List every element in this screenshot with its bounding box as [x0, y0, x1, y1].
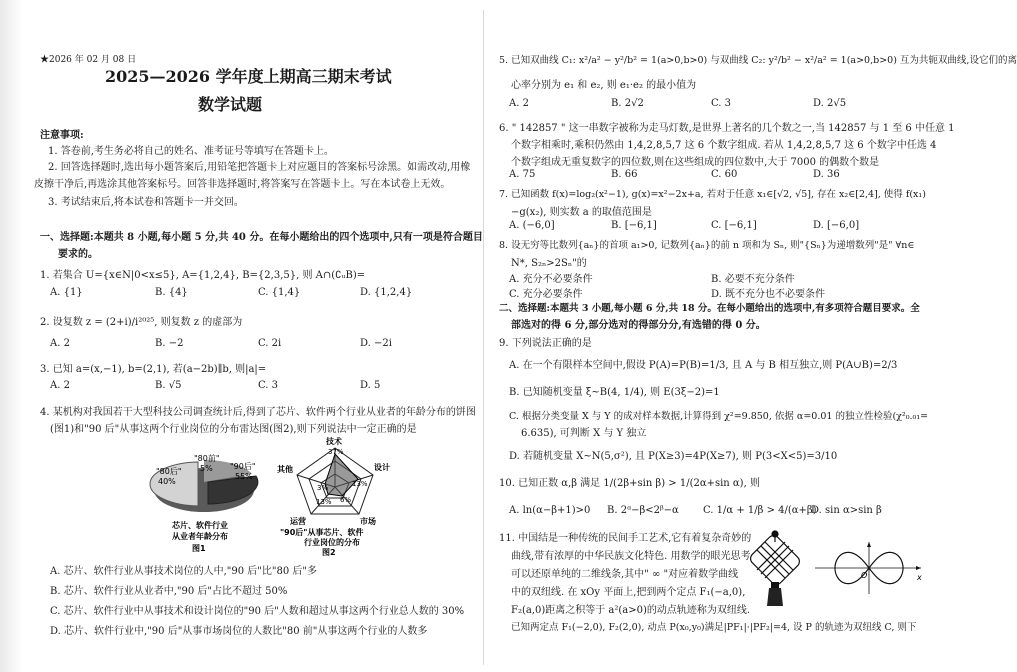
radar-label-market: 市场	[360, 517, 376, 526]
pie-fig-label: 图1	[192, 544, 206, 553]
q11-line-4: 中的双纽线. 在 xOy 平面上,把到两个定点 F₁(−a,0),	[511, 587, 746, 598]
radar-value-market: 6%	[340, 496, 352, 504]
radar-caption-2: 行业岗位的分布	[304, 538, 360, 547]
x-axis-arrow	[916, 566, 921, 570]
q5-option-d: D. 2√5	[813, 98, 847, 109]
q4-option-a: A. 芯片、软件行业从事技术岗位的人中,"90 后"比"80 后"多	[50, 566, 317, 577]
x-axis-label: x	[917, 573, 922, 582]
radar-value-ops: 13%	[316, 498, 332, 506]
radar-value-design: 13%	[352, 480, 368, 488]
pie-caption-2: 从业者年龄分布	[172, 532, 228, 541]
q1-option-a: A. {1}	[50, 287, 83, 298]
q10-stem: 10. 已知正数 α,β 满足 1/(2β+sin β) > 1/(2α+sin α), 则	[499, 478, 760, 489]
q3-option-b: B. √5	[155, 380, 182, 391]
q11-line-2: 曲线,带有浓厚的中华民族文化特色. 用数学的眼光思考	[511, 551, 751, 562]
q7-option-a: A. (−6,0]	[509, 220, 555, 231]
q1-option-b: B. {4}	[155, 287, 188, 298]
pie-value-80hou: 40%	[158, 477, 176, 486]
scan-edge	[0, 0, 22, 672]
lemniscate-graph	[813, 540, 925, 596]
q9-option-b: B. 已知随机变量 ξ~B(4, 1/4), 则 E(3ξ−2)=1	[509, 387, 720, 398]
pie-label-80hou: "80后"	[156, 467, 182, 476]
q10-option-d: D. sin α>sin β	[811, 505, 882, 516]
q7-line-2: −g(x₂), 则实数 a 的取值范围是	[511, 207, 652, 218]
q9-option-c-1: C. 根据分类变量 X 与 Y 的成对样本数据,计算得到 χ²=9.850, 依据 α=0.01 的独立性检验(χ²₀.₀₁=	[509, 411, 929, 422]
q7-option-b: B. [−6,1]	[611, 220, 657, 231]
q8-line-2: N*, S₂ₙ>2Sₙ"的	[511, 258, 587, 269]
q7-option-c: C. [−6,1]	[711, 220, 757, 231]
radar-value-other: 3%	[317, 484, 329, 492]
q4-option-d: D. 芯片、软件行业中,"90 后"从事市场岗位的人数比"80 前"从事这两个行业的人数多	[50, 626, 428, 637]
q5-option-c: C. 3	[711, 98, 732, 109]
section-2-heading: 二、选择题:本题共 3 小题,每小题 6 分,共 18 分。在每小题给出的选项中,有多项符合题目要求。全	[499, 303, 920, 314]
q8-line-1: 8. 设无穷等比数列{aₙ}的首项 a₁>0, 记数列{aₙ}的前 n 项和为 Sₙ, 则"{Sₙ}为递增数列"是" ∀n∈	[499, 240, 915, 251]
pie-caption-1: 芯片、软件行业	[172, 521, 228, 530]
q5-option-a: A. 2	[509, 98, 529, 109]
q11-line-6: 已知两定点 F₁(−2,0), F₂(2,0), 动点 P(x₀,y₀)满足|PF₁|·|PF₂|=4, 设 P 的轨迹为双纽线 C, 则下	[511, 622, 917, 633]
q3-option-d: D. 5	[360, 380, 381, 391]
radar-caption-1: "90后"从事芯片、软件	[280, 528, 364, 537]
q3-stem: 3. 已知 a=(x,−1), b=(2,1), 若(a−2b)∥b, 则|a|=	[40, 364, 267, 375]
knot-bead	[771, 582, 779, 588]
section-1-heading-cont: 要求的。	[58, 249, 98, 260]
q10-option-a: A. ln(α−β+1)>0	[509, 505, 591, 516]
knot-tassel	[767, 588, 783, 606]
q8-option-b: B. 必要不充分条件	[711, 274, 795, 285]
q2-option-b: B. −2	[155, 338, 184, 349]
y-axis-arrow	[867, 542, 871, 547]
radar-label-ops: 运营	[290, 517, 306, 526]
q10-option-c: C. 1/α + 1/β > 4/(α+β)	[703, 505, 817, 516]
notice-item-1: 1. 答卷前,考生务必将自己的姓名、准考证号等填写在答题卡上。	[48, 146, 334, 157]
pie-label-90hou: "90后"	[230, 462, 256, 471]
notice-item-3: 3. 考试结束后,将本试卷和答题卡一并交回。	[48, 197, 244, 208]
q4-stem-2: (图1)和"90 后"从事这两个行业岗位的分布雷达图(图2),则下列说法中一定正确的是	[50, 424, 417, 435]
section-1-heading: 一、选择题:本题共 8 小题,每小题 5 分,共 40 分。在每小题给出的四个选项中,只有一项是符合题目	[40, 232, 483, 243]
q5-option-b: B. 2√2	[611, 98, 644, 109]
q3-option-a: A. 2	[50, 380, 70, 391]
q11-line-5: F₂(a,0)距离之积等于 a²(a>0)的动点轨迹称为双纽线.	[511, 605, 751, 616]
q6-option-b: B. 66	[611, 169, 638, 180]
q6-line-2: 个数字相乘时,乘积仍然由 1,4,2,8,5,7 这 6 个数字组成. 若从 1,4,2,8,5,7 这 6 个数字中任选 4	[511, 140, 937, 151]
chinese-knot-image	[745, 528, 805, 608]
q6-option-c: C. 60	[711, 169, 738, 180]
q9-option-a: A. 在一个有限样本空间中,假设 P(A)=P(B)=1/3, 且 A 与 B 相互独立,则 P(A∪B)=2/3	[509, 360, 898, 371]
exam-subject: 数学试题	[198, 95, 263, 114]
radar-label-other: 其他	[277, 465, 293, 474]
q9-stem: 9. 下列说法正确的是	[499, 338, 592, 349]
q1-stem: 1. 若集合 U={x∈N|0<x≤5}, A={1,2,4}, B={2,3,5}, 则 A∩(∁ᵤB)=	[40, 270, 366, 281]
q2-stem: 2. 设复数 z = (2+i)/i²⁰²⁵, 则复数 z 的虚部为	[40, 317, 243, 328]
q2-option-c: C. 2i	[258, 338, 282, 349]
pie-value-90hou: 55%	[235, 472, 253, 481]
q9-option-d: D. 若随机变量 X~N(5,σ²), 且 P(X≥3)=4P(X≥7), 则 P(3<X<5)=3/10	[509, 451, 838, 462]
origin-label: O	[861, 571, 868, 580]
q6-line-3: 个数字组成无重复数字的四位数,则在这些组成的四位数中,大于 7000 的偶数个数是	[511, 157, 880, 168]
q8-option-c: C. 充分必要条件	[509, 289, 583, 300]
q4-option-b: B. 芯片、软件行业从业者中,"90 后"占比不超过 50%	[50, 586, 288, 597]
notice-item-2: 2. 回答选择题时,选出每小题答案后,用铅笔把答题卡上对应题目的答案标号涂黑。如需改动,用橡	[48, 162, 471, 173]
q11-line-1: 11. 中国结是一种传统的民间手工艺术,它有着复杂奇妙的	[499, 533, 752, 544]
q6-option-a: A. 75	[509, 169, 536, 180]
q6-line-1: 6. " 142857 " 这一串数字被称为走马灯数,是世界上著名的几个数之一,当 142857 与 1 至 6 中任意 1	[499, 123, 955, 134]
knot-grid	[748, 531, 802, 587]
q5-line-2: 心率分别为 e₁ 和 e₂, 则 e₁·e₂ 的最小值为	[511, 80, 697, 91]
q4-pie-chart	[140, 438, 270, 556]
q4-radar-chart	[270, 436, 400, 556]
q4-option-c: C. 芯片、软件行业中从事技术和设计岗位的"90 后"人数和超过从事这两个行业总人数的 30%	[50, 606, 465, 617]
radar-value-tech: 37%	[328, 448, 344, 456]
pie-value-80qian: 5%	[200, 464, 213, 473]
notice-item-2-cont: 皮擦干净后,再选涂其他答案标号。回答非选择题时,将答案写在答题卡上。写在本试卷上无效。	[34, 179, 451, 190]
exam-title: 2025—2026 学年度上期高三期末考试	[105, 67, 392, 86]
q1-option-d: D. {1,2,4}	[360, 287, 413, 298]
q8-option-d: D. 既不充分也不必要条件	[711, 289, 826, 300]
q8-option-a: A. 充分不必要条件	[509, 274, 593, 285]
q10-option-b: B. 2ᵅ−β<2ᵝ−α	[607, 505, 679, 516]
q1-option-c: C. {1,4}	[258, 287, 301, 298]
radar-label-tech: 技术	[326, 437, 342, 446]
q2-option-d: D. −2i	[360, 338, 392, 349]
q6-option-d: D. 36	[813, 169, 840, 180]
q3-option-c: C. 3	[258, 380, 279, 391]
notice-heading: 注意事项:	[40, 130, 84, 141]
q7-option-d: D. [−6,0]	[813, 220, 860, 231]
pie-label-80qian: "80前"	[194, 454, 220, 463]
q4-stem-1: 4. 某机构对我国若干大型科技公司调查统计后,得到了芯片、软件两个行业从业者的年龄分布的饼图	[40, 407, 476, 418]
q9-option-c-2: 6.635), 可判断 X 与 Y 独立	[521, 428, 647, 439]
q2-option-a: A. 2	[50, 338, 70, 349]
column-divider	[483, 10, 484, 665]
q11-line-3: 可以还原单纯的二维线条,其中" ∞ "对应着数学曲线	[511, 569, 739, 580]
section-2-heading-cont: 部选对的得 6 分,部分选对的得部分分,有选错的得 0 分。	[511, 320, 766, 331]
q5-line-1: 5. 已知双曲线 C₁: x²/a² − y²/b² = 1(a>0,b>0) 与双曲线 C₂: y²/b² − x²/a² = 1(a>0,b>0) 互为共轭双曲线,设它们的离	[499, 55, 1017, 66]
exam-date: ★2026 年 02 月 08 日	[40, 55, 137, 65]
radar-fig-label: 图2	[322, 548, 336, 557]
radar-label-design: 设计	[374, 463, 390, 472]
q7-line-1: 7. 已知函数 f(x)=log₂(x²−1), g(x)=x²−2x+a, 若对于任意 x₁∈[√2, √5], 存在 x₂∈[2,4], 使得 f(x₁)	[499, 189, 926, 200]
